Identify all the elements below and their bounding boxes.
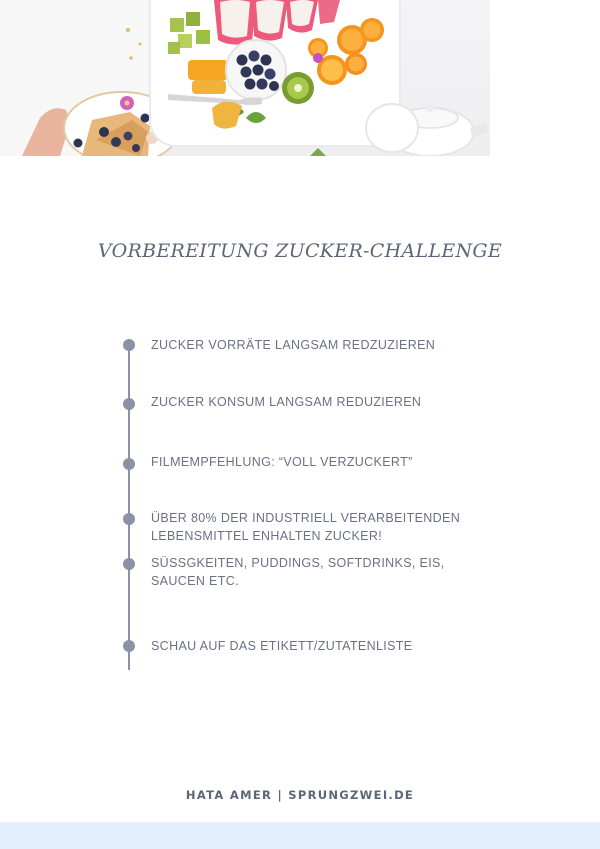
timeline-item: SCHAU AUF DAS ETIKETT/ZUTATENLISTE bbox=[151, 639, 413, 653]
timeline-dot bbox=[123, 513, 135, 525]
timeline-item: SÜSSGKEITEN, PUDDINGS, SOFTDRINKS, EIS, SAUCEN ETC. bbox=[151, 556, 445, 588]
timeline-dot bbox=[123, 339, 135, 351]
timeline-item: ZUCKER VORRÄTE LANGSAM REDZUZIEREN bbox=[151, 338, 436, 352]
timeline-dot bbox=[123, 558, 135, 570]
timeline-line bbox=[128, 344, 130, 670]
hero-image bbox=[0, 0, 600, 156]
timeline-item: FILMEMPFEHLUNG: “VOLL VERZUCKERT” bbox=[151, 455, 413, 469]
footer-credit: HATA AMER | SPRUNGZWEI.DE bbox=[185, 788, 415, 802]
timeline-item: ÜBER 80% DER INDUSTRIELL VERARBEITENDEN LEBENSMITTEL ENHALTEN ZUCKER! bbox=[151, 511, 461, 543]
timeline-item: ZUCKER KONSUM LANGSAM REDUZIEREN bbox=[151, 395, 422, 409]
timeline-dot bbox=[123, 640, 135, 652]
bottom-band bbox=[0, 822, 600, 849]
timeline-dot bbox=[123, 458, 135, 470]
page-title: VORBEREITUNG ZUCKER-CHALLENGE bbox=[97, 240, 503, 262]
timeline-dot bbox=[123, 398, 135, 410]
fruit-platter-illustration bbox=[0, 0, 600, 156]
